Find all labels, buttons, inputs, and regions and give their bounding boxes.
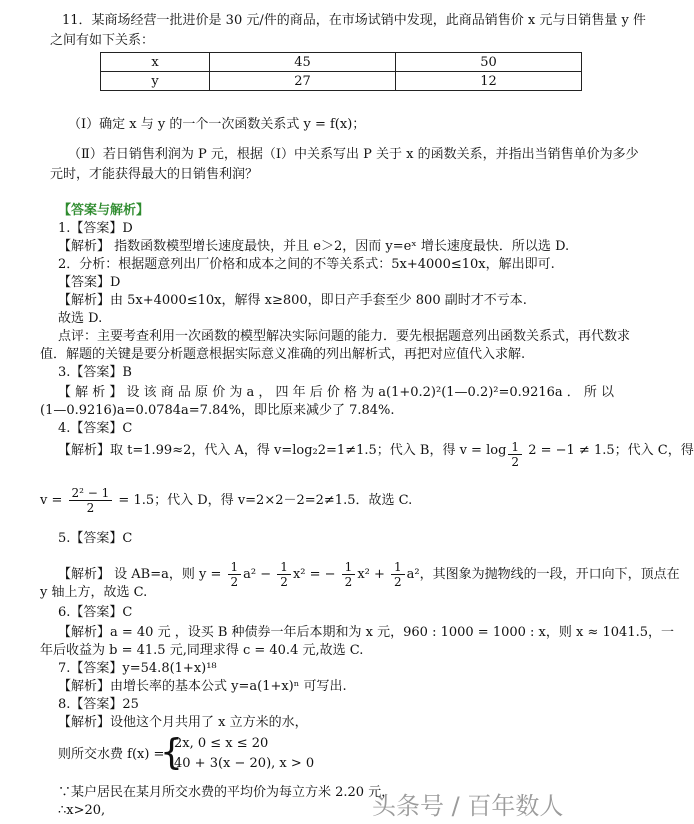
fraction-numerator: 1 — [508, 440, 522, 455]
math-text: y = — [199, 567, 222, 582]
table-row — [101, 72, 582, 91]
problem-part-1: （Ⅰ）确定 x 与 y 的一个一次函数关系式 y = f(x)； — [68, 117, 366, 132]
answer-text: 【解析】取 t=1.99≈2，代入 A，得 v=log₂2=1≠1.5；代入 B，得 v = log — [58, 443, 507, 458]
table-cell: 45 — [210, 53, 396, 72]
problem-part-2-line-1: （Ⅱ）若日销售利润为 P 元，根据（Ⅰ）中关系写出 P 关于 x 的函数关系，并指出当销售单价为多少 — [68, 147, 639, 162]
answer-line: 7.【答案】y=54.8(1+x)¹⁸ — [58, 661, 217, 676]
answer-line: 【解析】 指数函数模型增长速度最快，并且 e＞2，因而 y=eˣ 增长速度最快．所以选 D. — [58, 239, 570, 254]
half-fraction — [391, 560, 405, 589]
math-text: v = — [40, 493, 63, 508]
answer-line: 【解析】由增长率的基本公式 y=a(1+x)ⁿ 可写出. — [58, 679, 347, 694]
answer-line: 1.【答案】D — [58, 221, 133, 236]
answer-line: 【解析】设他这个月共用了 x 立方米的水， — [58, 715, 308, 730]
table-cell: x — [101, 53, 210, 72]
v-fraction — [69, 486, 113, 515]
math-text: a² — [406, 567, 420, 582]
answer-line: y 轴上方，故选 C. — [40, 585, 148, 600]
answer-line-q5 — [58, 560, 680, 589]
problem-part-2-line-2: 元时，才能获得最大的日销售利润？ — [50, 167, 259, 182]
fraction-denominator: 2 — [511, 455, 520, 469]
half-fraction — [277, 560, 291, 589]
answer-line: 值．解题的关键是要分析题意根据实际意义准确的列出解析式，再把对应值代入求解. — [40, 347, 526, 362]
answer-line-q4-v — [40, 486, 412, 515]
half-fraction — [342, 560, 356, 589]
answer-line: 4.【答案】C — [58, 421, 133, 436]
piecewise-case-1: 2x, 0 ≤ x ≤ 20 — [174, 736, 269, 751]
fraction-denominator: 2 — [394, 575, 402, 589]
table-cell: y — [101, 72, 210, 91]
answers-heading: 【答案与解析】 — [58, 203, 150, 218]
table-cell: 50 — [396, 53, 582, 72]
answer-line: 【 解 析 】 设 该 商 品 原 价 为 a ， 四 年 后 价 格 为 a(1+0.2)²(1—0.2)²=0.9216a ． 所 以 — [58, 385, 615, 400]
fraction-denominator: 2 — [344, 575, 353, 589]
answer-line-q4 — [58, 440, 694, 469]
answer-line: ∴x>20, — [58, 803, 106, 818]
answer-text: ，其图象为抛物线的一段，开口向下，顶点在 — [419, 567, 680, 582]
answer-line: 5.【答案】C — [58, 531, 133, 546]
answer-line: 【解析】由 5x+4000≤10x，解得 x≥800，即日产手套至少 800 副时才不亏本. — [58, 293, 527, 308]
fraction-denominator: 2 — [86, 501, 95, 515]
log-argument: 2 — [528, 443, 537, 458]
answer-text: = −1 ≠ 1.5；代入 C，得 — [540, 443, 694, 458]
problem-line-1: 11．某商场经营一批进价是 30 元/件的商品，在市场试销中发现，此商品销售价 x 元与日销售量 y 件 — [62, 13, 646, 28]
problem-line-2: 之间有如下关系： — [50, 33, 155, 48]
table-cell: 12 — [396, 72, 582, 91]
fraction-denominator: 2 — [230, 575, 239, 589]
fraction-numerator: 2² − 1 — [69, 486, 113, 501]
table-cell: 27 — [210, 72, 396, 91]
answer-line: 3.【答案】B — [58, 365, 132, 380]
answer-text: ；代入 D，得 v=2×2－2=2≠1.5．故选 C. — [154, 493, 413, 508]
answer-line: 【答案】D — [58, 275, 121, 290]
xy-table — [100, 52, 582, 91]
fraction-numerator: 1 — [277, 560, 291, 575]
half-fraction — [228, 560, 242, 589]
answer-line: 点评：主要考查利用一次函数的模型解决实际问题的能力．要先根据题意列出函数关系式，再代数求 — [58, 329, 631, 344]
answer-line: 年后收益为 b = 41.5 元,同理求得 c = 40.4 元,故选 C. — [40, 643, 364, 658]
fraction-denominator: 2 — [280, 575, 288, 589]
fraction-numerator: 1 — [391, 560, 405, 575]
watermark: 头条号 / 百年数人 — [372, 792, 564, 820]
answer-line: 8.【答案】25 — [58, 697, 139, 712]
left-brace: { — [160, 732, 183, 773]
fraction-numerator: 1 — [228, 560, 242, 575]
log-base-fraction — [508, 440, 522, 469]
answer-line: 2．分析：根据题意列出厂价格和成本之间的不等关系式：5x+4000≤10x，解出即可. — [58, 257, 555, 272]
answer-line: (1—0.9216)a=0.0784a=7.84%，即比原来减少了 7.84%. — [40, 403, 395, 418]
piecewise-lead: 则所交水费 f(x) = — [58, 747, 165, 762]
answer-line: 6.【答案】C — [58, 605, 133, 620]
answer-text: 【解析】 设 AB=a，则 — [58, 567, 195, 582]
table-row — [101, 53, 582, 72]
math-text: = 1.5 — [118, 493, 155, 508]
piecewise-case-2: 40 + 3(x − 20), x > 0 — [174, 756, 315, 771]
answer-line: 故选 D. — [58, 311, 103, 326]
math-text: a² − — [243, 567, 272, 582]
fraction-numerator: 1 — [342, 560, 356, 575]
math-text: x² + — [357, 567, 385, 582]
answer-line: ∵某户居民在某月所交水费的平均价为每立方米 2.20 元， — [58, 785, 395, 800]
answer-line: 【解析】a = 40 元 ，设买 B 种债券一年后本期和为 x 元，960 : 1000 = 1000 : x，则 x ≈ 1041.5，一 — [58, 625, 674, 640]
math-text: x² = − — [292, 567, 336, 582]
